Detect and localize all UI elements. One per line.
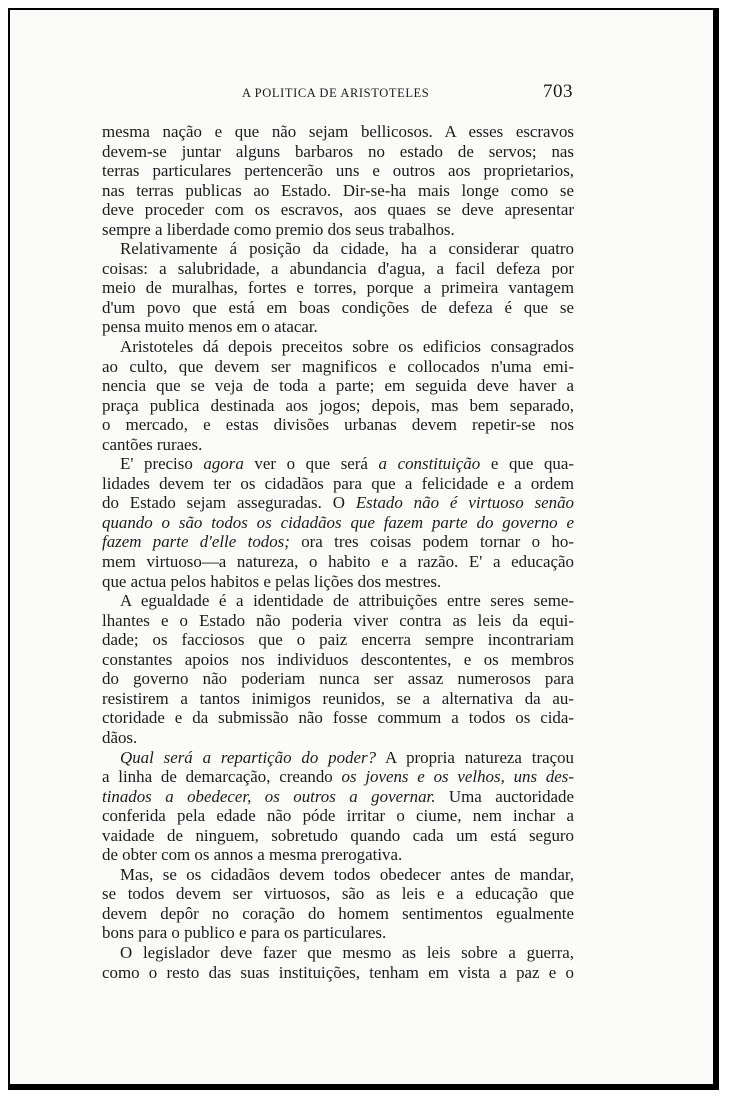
text-line	[102, 376, 574, 396]
text-span: lidades devem ter os cidadãos para que a felicidade e a ordem	[102, 473, 574, 493]
text-span: mem virtuoso—a natureza, o habito e a razão. E' a educação	[102, 552, 574, 572]
text-line	[102, 239, 574, 259]
text-line	[102, 357, 574, 377]
text-span: ver o que será	[243, 454, 379, 474]
text-line	[102, 337, 574, 357]
text-span: Uma auctoridade	[435, 786, 574, 806]
text-line	[102, 317, 574, 337]
text-span: o mercado, e estas divisões urbanas devem repetir-se nos	[102, 415, 574, 435]
text-span: coisas: a salubridade, a abundancia d'agua, a facil defeza por	[102, 258, 574, 278]
text-line	[102, 611, 574, 631]
text-span: dade; os facciosos que o paiz encerra sempre incontrariam	[102, 630, 574, 650]
text-span: O legislador deve fazer que mesmo as leis sobre a guerra,	[120, 942, 574, 962]
text-line	[102, 865, 574, 885]
text-line	[102, 572, 574, 592]
running-header	[0, 81, 735, 108]
text-line	[102, 493, 574, 513]
text-line	[102, 142, 574, 162]
text-span: ctoridade e da submissão não fosse commum a todos os cida-	[102, 708, 574, 728]
text-span: A egualdade é a identidade de attribuições entre seres seme-	[120, 591, 574, 611]
body-text	[102, 122, 574, 982]
text-span: Aristoteles dá depois preceitos sobre os edificios consagrados	[120, 337, 574, 357]
text-line	[102, 806, 574, 826]
text-span: mesma nação e que não sejam bellicosos. A esses escravos	[102, 122, 574, 141]
text-line	[102, 278, 574, 298]
text-line	[102, 748, 574, 768]
text-span: A propria natureza traçou	[376, 747, 574, 767]
text-line	[102, 826, 574, 846]
text-span: vaidade de ninguem, sobretudo quando cada um está seguro	[102, 825, 574, 845]
text-span: nencia que se veja de toda a parte; em seguida deve haver a	[102, 376, 574, 396]
italic-span: agora	[203, 454, 244, 474]
text-line	[102, 220, 574, 240]
text-line	[102, 415, 574, 435]
text-span: de obter com os annos a mesma prerogativa.	[102, 845, 403, 865]
text-line	[102, 904, 574, 924]
text-line	[102, 708, 574, 728]
text-line	[102, 767, 574, 787]
text-span: sempre a liberdade como premio dos seus trabalhos.	[102, 219, 455, 239]
text-line	[102, 181, 574, 201]
italic-span: fazem parte d'elle todos;	[102, 532, 290, 552]
text-span: ora tres coisas podem tornar o ho-	[289, 532, 574, 552]
text-span: se todos devem ser virtuosos, são as leis e a educação que	[102, 884, 574, 904]
text-line	[102, 161, 574, 181]
text-span: terras particulares pertencerão uns e outros aos proprietarios,	[102, 161, 574, 181]
text-span: deve proceder com os escravos, aos quaes se deve apresentar	[102, 200, 574, 220]
text-line	[102, 259, 574, 279]
text-span: que actua pelos habitos e pelas lições dos mestres.	[102, 571, 442, 591]
text-span: devem depôr no coração do homem sentimentos egualmente	[102, 903, 574, 923]
text-line	[102, 200, 574, 220]
text-line	[102, 884, 574, 904]
text-span: d'um povo que está em boas condições de defeza é que se	[102, 297, 574, 317]
text-span: meio de muralhas, fortes e torres, porque a primeira vantagem	[102, 278, 574, 298]
text-line	[102, 513, 574, 533]
text-span: Relativamente á posição da cidade, ha a considerar quatro	[120, 239, 574, 259]
text-span: como o resto das suas instituições, tenham em vista a paz e o	[102, 962, 574, 982]
italic-span: a constituição	[378, 454, 481, 474]
text-span: pensa muito menos em o atacar.	[102, 317, 318, 337]
text-span: cantões ruraes.	[102, 434, 203, 454]
text-span: resistirem a tantos inimigos reunidos, se a alternativa da au-	[102, 688, 574, 708]
text-span: nas terras publicas ao Estado. Dir-se-ha mais longe como se	[102, 180, 574, 200]
text-span: lhantes e o Estado não poderia viver contra as leis da equi-	[102, 610, 574, 630]
text-line	[102, 689, 574, 709]
text-line	[102, 963, 574, 983]
text-line	[102, 923, 574, 943]
text-span: Mas, se os cidadãos devem todos obedecer antes de mandar,	[120, 864, 574, 884]
text-line	[102, 454, 574, 474]
text-span: praça publica destinada aos jogos; depois, mas bem separado,	[102, 395, 574, 415]
text-line	[102, 532, 574, 552]
text-span: bons para o publico e para os particulares.	[102, 923, 387, 943]
running-title: A POLITICA DE ARISTOTELES	[242, 86, 430, 100]
text-span: a linha de demarcação, creando	[102, 767, 342, 787]
text-line	[102, 669, 574, 689]
text-line	[102, 122, 574, 142]
text-line	[102, 787, 574, 807]
text-span: do governo não poderiam nunca ser assaz numerosos para	[102, 669, 574, 689]
text-line	[102, 435, 574, 455]
text-span: constantes apoios nos individuos descontentes, e os membros	[102, 649, 574, 669]
text-line	[102, 591, 574, 611]
page-number: 703	[543, 81, 573, 102]
italic-span: Qual será a repartição do poder?	[120, 747, 377, 767]
italic-span: tinados a obedecer, os outros a governar.	[102, 786, 436, 806]
text-line	[102, 552, 574, 572]
text-span: dãos.	[102, 727, 138, 747]
text-span: ao culto, que devem ser magnificos e collocados n'uma emi-	[102, 356, 574, 376]
text-line	[102, 728, 574, 748]
italic-span: quando o são todos os cidadãos que fazem parte do governo e	[102, 512, 574, 532]
text-line	[102, 474, 574, 494]
text-line	[102, 845, 574, 865]
text-span: E' preciso	[120, 454, 204, 474]
text-line	[102, 650, 574, 670]
text-span: do Estado sejam asseguradas. O	[102, 493, 356, 513]
text-span: e que qua-	[480, 454, 574, 474]
text-line	[102, 943, 574, 963]
text-span: conferida pela edade não póde irritar o ciume, nem inchar a	[102, 806, 574, 826]
text-line	[102, 298, 574, 318]
text-span: devem-se juntar alguns barbaros no estado de servos; nas	[102, 141, 574, 161]
italic-span: Estado não é virtuoso senão	[355, 493, 574, 513]
italic-span: os jovens e os velhos, uns des-	[341, 767, 574, 787]
text-line	[102, 396, 574, 416]
text-line	[102, 630, 574, 650]
